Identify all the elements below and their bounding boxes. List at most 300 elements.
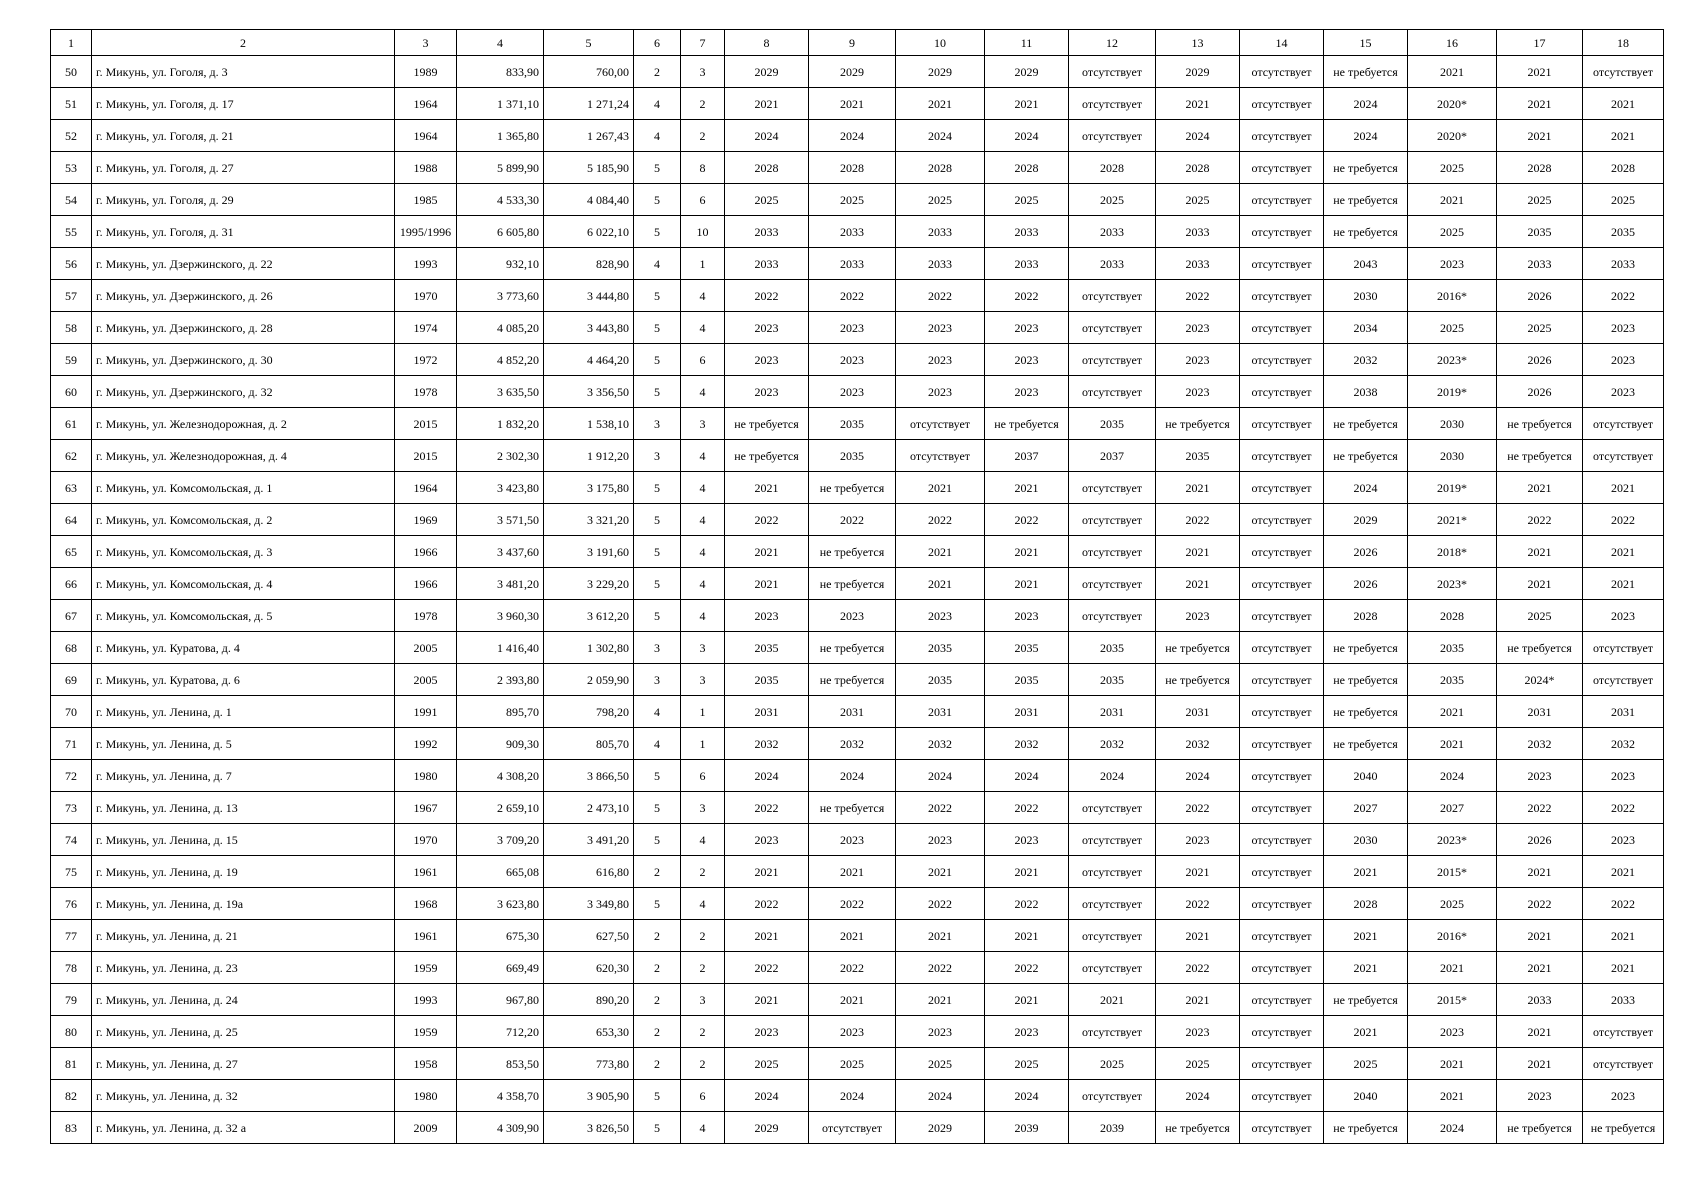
cell-col-8: 2022: [725, 888, 809, 920]
cell-col-18: 2023: [1583, 1080, 1664, 1112]
table-body: [51, 56, 1664, 1144]
cell-col-5: 3 905,90: [544, 1080, 634, 1112]
cell-col-13: не требуется: [1156, 1112, 1240, 1144]
table-row: [51, 1080, 1664, 1112]
column-header-11: 11: [985, 30, 1069, 56]
cell-col-8: 2033: [725, 248, 809, 280]
cell-col-12: 2035: [1069, 632, 1156, 664]
cell-col-9: 2035: [809, 408, 896, 440]
cell-col-3: 2005: [395, 664, 457, 696]
cell-col-7: 2: [681, 856, 725, 888]
cell-col-5: 3 229,20: [544, 568, 634, 600]
cell-col-14: отсутствует: [1240, 120, 1324, 152]
cell-col-17: 2026: [1497, 344, 1583, 376]
cell-col-17: не требуется: [1497, 408, 1583, 440]
cell-col-14: отсутствует: [1240, 920, 1324, 952]
cell-col-4: 1 371,10: [457, 88, 544, 120]
cell-col-9: 2033: [809, 216, 896, 248]
cell-col-18: отсутствует: [1583, 1016, 1664, 1048]
cell-col-14: отсутствует: [1240, 664, 1324, 696]
cell-col-18: 2021: [1583, 952, 1664, 984]
cell-col-7: 2: [681, 120, 725, 152]
cell-col-13: 2033: [1156, 216, 1240, 248]
cell-col-17: 2021: [1497, 56, 1583, 88]
cell-col-2: г. Микунь, ул. Ленина, д. 27: [92, 1048, 395, 1080]
cell-col-16: 2035: [1408, 632, 1497, 664]
cell-col-1: 69: [51, 664, 92, 696]
cell-col-4: 3 960,30: [457, 600, 544, 632]
cell-col-8: 2023: [725, 344, 809, 376]
cell-col-17: 2021: [1497, 952, 1583, 984]
cell-col-18: 2021: [1583, 536, 1664, 568]
cell-col-5: 3 826,50: [544, 1112, 634, 1144]
cell-col-11: 2039: [985, 1112, 1069, 1144]
cell-col-4: 895,70: [457, 696, 544, 728]
cell-col-5: 3 356,50: [544, 376, 634, 408]
cell-col-4: 4 533,30: [457, 184, 544, 216]
cell-col-4: 2 393,80: [457, 664, 544, 696]
cell-col-10: 2021: [896, 536, 985, 568]
cell-col-4: 1 416,40: [457, 632, 544, 664]
cell-col-5: 3 612,20: [544, 600, 634, 632]
cell-col-5: 773,80: [544, 1048, 634, 1080]
cell-col-6: 5: [634, 184, 681, 216]
cell-col-8: 2035: [725, 664, 809, 696]
cell-col-4: 3 635,50: [457, 376, 544, 408]
cell-col-3: 1967: [395, 792, 457, 824]
cell-col-11: 2021: [985, 472, 1069, 504]
cell-col-5: 3 443,80: [544, 312, 634, 344]
cell-col-13: 2023: [1156, 376, 1240, 408]
cell-col-6: 5: [634, 536, 681, 568]
cell-col-1: 72: [51, 760, 92, 792]
table-row: [51, 376, 1664, 408]
column-header-9: 9: [809, 30, 896, 56]
table-row: [51, 56, 1664, 88]
cell-col-17: 2031: [1497, 696, 1583, 728]
cell-col-7: 2: [681, 952, 725, 984]
cell-col-18: 2033: [1583, 248, 1664, 280]
cell-col-2: г. Микунь, ул. Ленина, д. 23: [92, 952, 395, 984]
table-row: [51, 344, 1664, 376]
cell-col-8: 2022: [725, 792, 809, 824]
cell-col-2: г. Микунь, ул. Дзержинского, д. 32: [92, 376, 395, 408]
cell-col-5: 6 022,10: [544, 216, 634, 248]
column-header-13: 13: [1156, 30, 1240, 56]
cell-col-5: 653,30: [544, 1016, 634, 1048]
cell-col-6: 5: [634, 152, 681, 184]
cell-col-14: отсутствует: [1240, 568, 1324, 600]
cell-col-1: 66: [51, 568, 92, 600]
column-header-4: 4: [457, 30, 544, 56]
table-row: [51, 600, 1664, 632]
cell-col-10: 2021: [896, 920, 985, 952]
cell-col-12: 2037: [1069, 440, 1156, 472]
cell-col-12: 2021: [1069, 984, 1156, 1016]
cell-col-5: 1 912,20: [544, 440, 634, 472]
cell-col-15: 2040: [1324, 760, 1408, 792]
cell-col-11: 2021: [985, 984, 1069, 1016]
cell-col-14: отсутствует: [1240, 56, 1324, 88]
cell-col-11: 2033: [985, 216, 1069, 248]
cell-col-10: 2021: [896, 88, 985, 120]
cell-col-17: 2025: [1497, 600, 1583, 632]
cell-col-7: 1: [681, 696, 725, 728]
cell-col-2: г. Микунь, ул. Ленина, д. 25: [92, 1016, 395, 1048]
cell-col-18: отсутствует: [1583, 632, 1664, 664]
cell-col-15: 2021: [1324, 920, 1408, 952]
cell-col-16: 2023: [1408, 1016, 1497, 1048]
cell-col-7: 6: [681, 344, 725, 376]
cell-col-2: г. Микунь, ул. Ленина, д. 32: [92, 1080, 395, 1112]
cell-col-10: 2033: [896, 216, 985, 248]
column-header-2: 2: [92, 30, 395, 56]
cell-col-9: 2022: [809, 280, 896, 312]
cell-col-2: г. Микунь, ул. Куратова, д. 6: [92, 664, 395, 696]
cell-col-16: 2019*: [1408, 376, 1497, 408]
cell-col-10: 2022: [896, 504, 985, 536]
cell-col-17: 2021: [1497, 1048, 1583, 1080]
cell-col-12: отсутствует: [1069, 824, 1156, 856]
cell-col-16: 2024: [1408, 760, 1497, 792]
cell-col-17: 2033: [1497, 984, 1583, 1016]
cell-col-10: 2023: [896, 376, 985, 408]
table-header: [51, 30, 1664, 56]
cell-col-9: 2023: [809, 1016, 896, 1048]
cell-col-3: 1991: [395, 696, 457, 728]
cell-col-14: отсутствует: [1240, 696, 1324, 728]
cell-col-16: 2019*: [1408, 472, 1497, 504]
cell-col-15: 2040: [1324, 1080, 1408, 1112]
cell-col-6: 4: [634, 728, 681, 760]
cell-col-13: 2024: [1156, 120, 1240, 152]
cell-col-14: отсутствует: [1240, 376, 1324, 408]
cell-col-14: отсутствует: [1240, 792, 1324, 824]
cell-col-8: 2031: [725, 696, 809, 728]
cell-col-18: отсутствует: [1583, 1048, 1664, 1080]
cell-col-8: 2022: [725, 504, 809, 536]
cell-col-15: 2028: [1324, 888, 1408, 920]
cell-col-3: 1959: [395, 952, 457, 984]
cell-col-4: 1 832,20: [457, 408, 544, 440]
cell-col-11: 2023: [985, 824, 1069, 856]
cell-col-18: 2021: [1583, 920, 1664, 952]
cell-col-6: 2: [634, 56, 681, 88]
cell-col-3: 1993: [395, 248, 457, 280]
cell-col-2: г. Микунь, ул. Ленина, д. 1: [92, 696, 395, 728]
cell-col-14: отсутствует: [1240, 88, 1324, 120]
cell-col-8: 2024: [725, 1080, 809, 1112]
cell-col-9: не требуется: [809, 568, 896, 600]
cell-col-3: 1974: [395, 312, 457, 344]
cell-col-17: 2025: [1497, 312, 1583, 344]
cell-col-2: г. Микунь, ул. Ленина, д. 32 а: [92, 1112, 395, 1144]
table-row: [51, 248, 1664, 280]
cell-col-8: 2028: [725, 152, 809, 184]
cell-col-9: 2024: [809, 760, 896, 792]
column-header-1: 1: [51, 30, 92, 56]
cell-col-13: 2023: [1156, 344, 1240, 376]
cell-col-16: 2023*: [1408, 824, 1497, 856]
cell-col-8: 2033: [725, 216, 809, 248]
cell-col-18: отсутствует: [1583, 664, 1664, 696]
cell-col-15: 2021: [1324, 856, 1408, 888]
cell-col-1: 61: [51, 408, 92, 440]
cell-col-4: 967,80: [457, 984, 544, 1016]
cell-col-12: отсутствует: [1069, 1016, 1156, 1048]
cell-col-5: 627,50: [544, 920, 634, 952]
cell-col-1: 65: [51, 536, 92, 568]
cell-col-14: отсутствует: [1240, 408, 1324, 440]
cell-col-18: 2021: [1583, 472, 1664, 504]
cell-col-7: 3: [681, 984, 725, 1016]
cell-col-3: 1964: [395, 472, 457, 504]
cell-col-9: 2025: [809, 184, 896, 216]
column-header-16: 16: [1408, 30, 1497, 56]
cell-col-8: не требуется: [725, 408, 809, 440]
cell-col-6: 3: [634, 632, 681, 664]
cell-col-8: 2023: [725, 312, 809, 344]
cell-col-9: 2023: [809, 824, 896, 856]
cell-col-14: отсутствует: [1240, 440, 1324, 472]
cell-col-9: 2022: [809, 504, 896, 536]
cell-col-11: 2028: [985, 152, 1069, 184]
cell-col-7: 4: [681, 312, 725, 344]
cell-col-12: 2039: [1069, 1112, 1156, 1144]
cell-col-10: 2024: [896, 1080, 985, 1112]
cell-col-6: 4: [634, 248, 681, 280]
cell-col-10: 2029: [896, 56, 985, 88]
cell-col-6: 5: [634, 792, 681, 824]
cell-col-12: отсутствует: [1069, 472, 1156, 504]
cell-col-9: 2024: [809, 1080, 896, 1112]
cell-col-8: 2025: [725, 184, 809, 216]
cell-col-5: 3 491,20: [544, 824, 634, 856]
cell-col-2: г. Микунь, ул. Комсомольская, д. 1: [92, 472, 395, 504]
cell-col-2: г. Микунь, ул. Ленина, д. 15: [92, 824, 395, 856]
cell-col-3: 1992: [395, 728, 457, 760]
cell-col-18: 2021: [1583, 88, 1664, 120]
cell-col-5: 890,20: [544, 984, 634, 1016]
cell-col-12: 2035: [1069, 408, 1156, 440]
cell-col-6: 5: [634, 216, 681, 248]
cell-col-15: не требуется: [1324, 440, 1408, 472]
cell-col-15: 2021: [1324, 952, 1408, 984]
cell-col-15: не требуется: [1324, 408, 1408, 440]
cell-col-1: 81: [51, 1048, 92, 1080]
cell-col-17: 2024*: [1497, 664, 1583, 696]
cell-col-3: 1972: [395, 344, 457, 376]
table-row: [51, 568, 1664, 600]
cell-col-16: 2020*: [1408, 120, 1497, 152]
table-row: [51, 824, 1664, 856]
cell-col-11: 2031: [985, 696, 1069, 728]
cell-col-8: 2029: [725, 56, 809, 88]
cell-col-10: 2022: [896, 888, 985, 920]
cell-col-10: 2025: [896, 184, 985, 216]
cell-col-18: 2021: [1583, 856, 1664, 888]
table-row: [51, 88, 1664, 120]
cell-col-11: 2024: [985, 1080, 1069, 1112]
cell-col-3: 1966: [395, 568, 457, 600]
cell-col-12: отсутствует: [1069, 856, 1156, 888]
cell-col-2: г. Микунь, ул. Ленина, д. 7: [92, 760, 395, 792]
cell-col-10: 2024: [896, 760, 985, 792]
cell-col-2: г. Микунь, ул. Гоголя, д. 29: [92, 184, 395, 216]
cell-col-1: 62: [51, 440, 92, 472]
cell-col-15: не требуется: [1324, 632, 1408, 664]
cell-col-6: 5: [634, 504, 681, 536]
cell-col-13: 2033: [1156, 248, 1240, 280]
cell-col-17: 2033: [1497, 248, 1583, 280]
cell-col-15: 2034: [1324, 312, 1408, 344]
cell-col-2: г. Микунь, ул. Гоголя, д. 3: [92, 56, 395, 88]
cell-col-17: 2023: [1497, 1080, 1583, 1112]
cell-col-1: 50: [51, 56, 92, 88]
cell-col-11: 2024: [985, 120, 1069, 152]
cell-col-13: 2022: [1156, 952, 1240, 984]
cell-col-14: отсутствует: [1240, 280, 1324, 312]
header-row: [51, 30, 1664, 56]
cell-col-9: 2021: [809, 920, 896, 952]
cell-col-3: 1978: [395, 376, 457, 408]
cell-col-13: 2024: [1156, 760, 1240, 792]
cell-col-15: 2028: [1324, 600, 1408, 632]
cell-col-1: 56: [51, 248, 92, 280]
cell-col-5: 2 473,10: [544, 792, 634, 824]
cell-col-16: 2021: [1408, 728, 1497, 760]
cell-col-16: 2025: [1408, 888, 1497, 920]
cell-col-1: 57: [51, 280, 92, 312]
cell-col-4: 669,49: [457, 952, 544, 984]
cell-col-4: 3 623,80: [457, 888, 544, 920]
cell-col-11: 2022: [985, 952, 1069, 984]
cell-col-10: 2023: [896, 312, 985, 344]
cell-col-10: 2022: [896, 952, 985, 984]
cell-col-13: 2021: [1156, 984, 1240, 1016]
cell-col-12: отсутствует: [1069, 280, 1156, 312]
cell-col-6: 2: [634, 984, 681, 1016]
cell-col-15: не требуется: [1324, 696, 1408, 728]
cell-col-13: 2022: [1156, 888, 1240, 920]
cell-col-9: отсутствует: [809, 1112, 896, 1144]
table-row: [51, 1016, 1664, 1048]
cell-col-10: 2021: [896, 472, 985, 504]
cell-col-4: 833,90: [457, 56, 544, 88]
cell-col-15: 2043: [1324, 248, 1408, 280]
cell-col-13: 2035: [1156, 440, 1240, 472]
cell-col-5: 760,00: [544, 56, 634, 88]
cell-col-7: 3: [681, 632, 725, 664]
cell-col-16: 2021: [1408, 1048, 1497, 1080]
cell-col-6: 3: [634, 408, 681, 440]
cell-col-3: 1989: [395, 56, 457, 88]
cell-col-7: 4: [681, 888, 725, 920]
cell-col-15: 2030: [1324, 280, 1408, 312]
cell-col-5: 828,90: [544, 248, 634, 280]
cell-col-2: г. Микунь, ул. Гоголя, д. 17: [92, 88, 395, 120]
cell-col-1: 73: [51, 792, 92, 824]
cell-col-12: отсутствует: [1069, 1080, 1156, 1112]
cell-col-3: 1995/1996: [395, 216, 457, 248]
cell-col-12: 2033: [1069, 248, 1156, 280]
cell-col-11: 2023: [985, 312, 1069, 344]
cell-col-7: 6: [681, 760, 725, 792]
cell-col-5: 3 321,20: [544, 504, 634, 536]
table-row: [51, 1112, 1664, 1144]
cell-col-18: 2035: [1583, 216, 1664, 248]
cell-col-14: отсутствует: [1240, 1080, 1324, 1112]
cell-col-18: 2021: [1583, 120, 1664, 152]
table-row: [51, 792, 1664, 824]
cell-col-8: 2023: [725, 376, 809, 408]
cell-col-8: 2021: [725, 856, 809, 888]
cell-col-6: 5: [634, 760, 681, 792]
cell-col-6: 4: [634, 696, 681, 728]
cell-col-14: отсутствует: [1240, 856, 1324, 888]
cell-col-17: не требуется: [1497, 440, 1583, 472]
cell-col-6: 2: [634, 1048, 681, 1080]
cell-col-4: 4 308,20: [457, 760, 544, 792]
cell-col-2: г. Микунь, ул. Комсомольская, д. 4: [92, 568, 395, 600]
cell-col-9: не требуется: [809, 632, 896, 664]
cell-col-3: 1980: [395, 1080, 457, 1112]
cell-col-18: отсутствует: [1583, 408, 1664, 440]
cell-col-4: 4 358,70: [457, 1080, 544, 1112]
cell-col-10: 2035: [896, 664, 985, 696]
cell-col-8: 2035: [725, 632, 809, 664]
cell-col-4: 2 659,10: [457, 792, 544, 824]
cell-col-18: 2033: [1583, 984, 1664, 1016]
cell-col-2: г. Микунь, ул. Дзержинского, д. 22: [92, 248, 395, 280]
cell-col-10: 2021: [896, 568, 985, 600]
cell-col-15: 2027: [1324, 792, 1408, 824]
cell-col-15: 2024: [1324, 120, 1408, 152]
cell-col-1: 53: [51, 152, 92, 184]
cell-col-7: 4: [681, 440, 725, 472]
cell-col-4: 675,30: [457, 920, 544, 952]
cell-col-9: 2031: [809, 696, 896, 728]
cell-col-14: отсутствует: [1240, 536, 1324, 568]
cell-col-3: 1985: [395, 184, 457, 216]
cell-col-2: г. Микунь, ул. Комсомольская, д. 2: [92, 504, 395, 536]
cell-col-7: 3: [681, 408, 725, 440]
cell-col-5: 1 538,10: [544, 408, 634, 440]
cell-col-8: 2023: [725, 600, 809, 632]
cell-col-13: 2021: [1156, 472, 1240, 504]
cell-col-1: 77: [51, 920, 92, 952]
cell-col-7: 4: [681, 280, 725, 312]
cell-col-13: 2021: [1156, 856, 1240, 888]
cell-col-8: 2025: [725, 1048, 809, 1080]
cell-col-9: не требуется: [809, 472, 896, 504]
cell-col-12: отсутствует: [1069, 536, 1156, 568]
table-row: [51, 440, 1664, 472]
cell-col-3: 2005: [395, 632, 457, 664]
cell-col-1: 51: [51, 88, 92, 120]
cell-col-5: 1 302,80: [544, 632, 634, 664]
cell-col-1: 52: [51, 120, 92, 152]
cell-col-9: 2023: [809, 376, 896, 408]
cell-col-11: 2023: [985, 344, 1069, 376]
cell-col-18: 2023: [1583, 760, 1664, 792]
cell-col-10: 2021: [896, 856, 985, 888]
cell-col-14: отсутствует: [1240, 184, 1324, 216]
cell-col-18: 2025: [1583, 184, 1664, 216]
cell-col-6: 5: [634, 888, 681, 920]
cell-col-5: 5 185,90: [544, 152, 634, 184]
cell-col-5: 798,20: [544, 696, 634, 728]
